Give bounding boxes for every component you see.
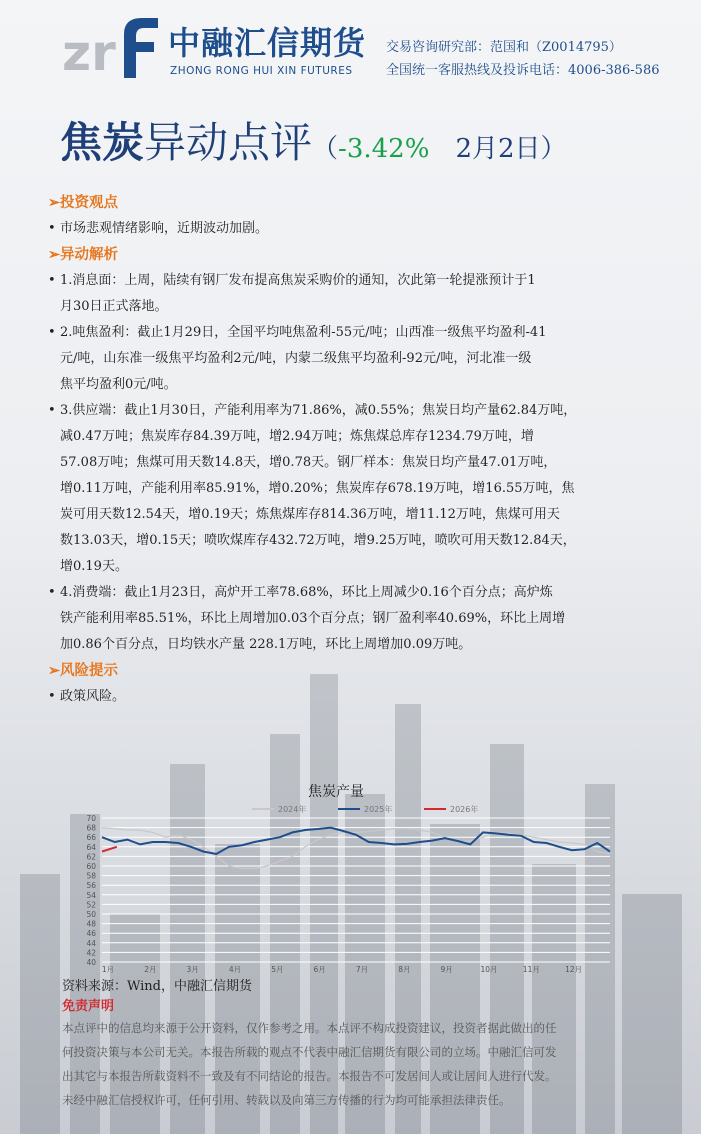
- list-item: • 市场悲观情绪影响，近期波动加剧。: [48, 216, 668, 242]
- disclaimer-line: 本点评中的信息均来源于公开资料，仅作参考之用。本点评不构成投资建议，投资者据此做出的任: [62, 1021, 557, 1035]
- report-body: [48, 190, 668, 710]
- y-tick-label: 44: [86, 938, 96, 948]
- x-tick-label: 2月: [144, 965, 157, 974]
- zrhx-logo-icon: [62, 12, 162, 82]
- bullet-icon: •: [48, 689, 56, 704]
- chart-title: 焦炭产量: [308, 784, 364, 800]
- arrow-icon: ➢: [48, 194, 61, 211]
- x-tick-label: 12月: [565, 965, 583, 974]
- y-tick-label: 64: [86, 842, 96, 852]
- y-tick-label: 62: [86, 852, 96, 862]
- series-line: [102, 847, 117, 852]
- list-item: • 2.吨焦盈利：截止1月29日，全国平均吨焦盈利-55元/吨；山西准一级焦平均盈利-41 元/吨，山东准一级焦平均盈利2元/吨，内蒙二级焦平均盈利-92元/吨，河北准一级 焦平均盈利0元/吨。: [48, 320, 668, 398]
- x-tick-label: 11月: [522, 965, 540, 974]
- list-item: • 3.供应端：截止1月30日，产能利用率为71.86%，减0.55%；焦炭日均产量62.84万吨， 减0.47万吨；焦炭库存84.39万吨，增2.94万吨；炼焦煤总库存1234.79万吨，增 57.08万吨；焦煤可用天数14.8天，增0.78天。钢厂样本：焦炭日均产量47.01万吨， 增0.11万吨，产能利用率85.91%，增0.20%；焦炭库存678.19万吨，增16.55万吨，焦 炭可用天数12.54天，增0.19天；炼焦煤库存814.36万吨，增11.12万吨，焦煤可用天 数13.03天，增0.15天；喷吹煤库存432.72万吨，增9.25万吨，喷吹可用天数12.84天， 增0.19天。: [48, 398, 668, 580]
- x-tick-label: 8月: [398, 965, 411, 974]
- title-type: 异动点评: [144, 118, 313, 167]
- header: [0, 0, 701, 95]
- disclaimer-line: 未经中融汇信授权许可，任何引用、转载以及向第三方传播的行为均可能承担法律责任。: [62, 1093, 511, 1107]
- y-tick-label: 70: [86, 814, 96, 823]
- data-source: 资料来源：Wind，中融汇信期货: [62, 979, 252, 994]
- x-tick-label: 1月: [101, 965, 115, 974]
- disclaimer: [62, 1016, 642, 1112]
- contact-info: [386, 36, 660, 82]
- x-tick-label: 4月: [228, 965, 242, 974]
- logo-chinese-name: 中融汇信期货: [168, 24, 367, 62]
- list-item: • 1.消息面：上周，陆续有钢厂发布提高焦炭采购价的通知，次此第一轮提涨预计于1 月30日正式落地。: [48, 268, 668, 320]
- y-tick-label: 50: [86, 910, 96, 919]
- y-tick-label: 46: [86, 929, 96, 939]
- x-tick-label: 5月: [271, 965, 284, 974]
- hotline-line: 全国统一客服热线及投诉电话：4006-386-586: [386, 63, 660, 78]
- legend-label: 2024年: [278, 805, 307, 814]
- x-tick-label: 6月: [313, 965, 326, 974]
- section-heading-risk: ➢风险提示: [48, 658, 668, 684]
- logo-english-name: ZHONG RONG HUI XIN FUTURES: [170, 65, 353, 77]
- company-logo: [62, 12, 372, 82]
- bullet-icon: •: [48, 221, 56, 236]
- list-item: • 4.消费端：截止1月23日，高炉开工率78.68%，环比上周减少0.16个百分点；高炉炼 铁产能利用率85.51%，环比上周增加0.03个百分点；钢厂盈利率40.69%，环比上周增 加0.86个百分点，日均铁水产量 228.1万吨，环比上周增加0.09万吨。: [48, 580, 668, 658]
- x-tick-label: 9月: [440, 965, 453, 974]
- price-change: -3.42%: [338, 134, 430, 164]
- legend-label: 2025年: [364, 805, 393, 814]
- list-item: • 政策风险。: [48, 684, 668, 710]
- report-title: [60, 110, 567, 170]
- bullet-icon: •: [48, 403, 56, 418]
- y-tick-label: 66: [86, 833, 96, 843]
- y-tick-label: 40: [86, 958, 96, 967]
- legend-label: 2026年: [450, 805, 479, 814]
- y-tick-label: 58: [86, 871, 96, 881]
- bullet-icon: •: [48, 273, 56, 288]
- y-tick-label: 54: [86, 890, 96, 900]
- bullet-icon: •: [48, 325, 56, 340]
- x-tick-label: 10月: [480, 965, 498, 974]
- disclaimer-line: 出其它与本报告所载资料不一致及有不同结论的报告。本报告不可发居间人或让居间人进行代发。: [62, 1069, 557, 1083]
- y-tick-label: 60: [86, 862, 96, 871]
- disclaimer-title: 免责声明: [62, 999, 115, 1014]
- disclaimer-line: 何投资决策与本公司无关。本报告所载的观点不代表中融汇信期货有限公司的立场。中融汇信可发: [62, 1045, 557, 1059]
- section-heading-view: ➢投资观点: [48, 190, 668, 216]
- y-tick-label: 68: [86, 823, 96, 833]
- y-tick-label: 48: [86, 919, 96, 929]
- analyst-line: 交易咨询研究部：范国和（Z0014795）: [386, 40, 622, 55]
- report-date: 2月2日）: [455, 134, 567, 164]
- svg-text:zr: zr: [62, 24, 116, 82]
- y-tick-label: 56: [86, 881, 96, 891]
- series-line: [102, 828, 610, 854]
- section-heading-analysis: ➢异动解析: [48, 242, 668, 268]
- x-tick-label: 7月: [355, 965, 369, 974]
- y-tick-label: 52: [86, 900, 96, 910]
- title-product: 焦炭: [60, 118, 145, 167]
- title-paren: （: [312, 134, 339, 164]
- series-line: [102, 828, 610, 869]
- x-tick-label: 3月: [186, 965, 199, 974]
- bullet-icon: •: [48, 585, 56, 600]
- coke-output-chart: [62, 780, 622, 975]
- arrow-icon: ➢: [48, 662, 61, 679]
- arrow-icon: ➢: [48, 246, 61, 263]
- y-tick-label: 42: [86, 948, 96, 958]
